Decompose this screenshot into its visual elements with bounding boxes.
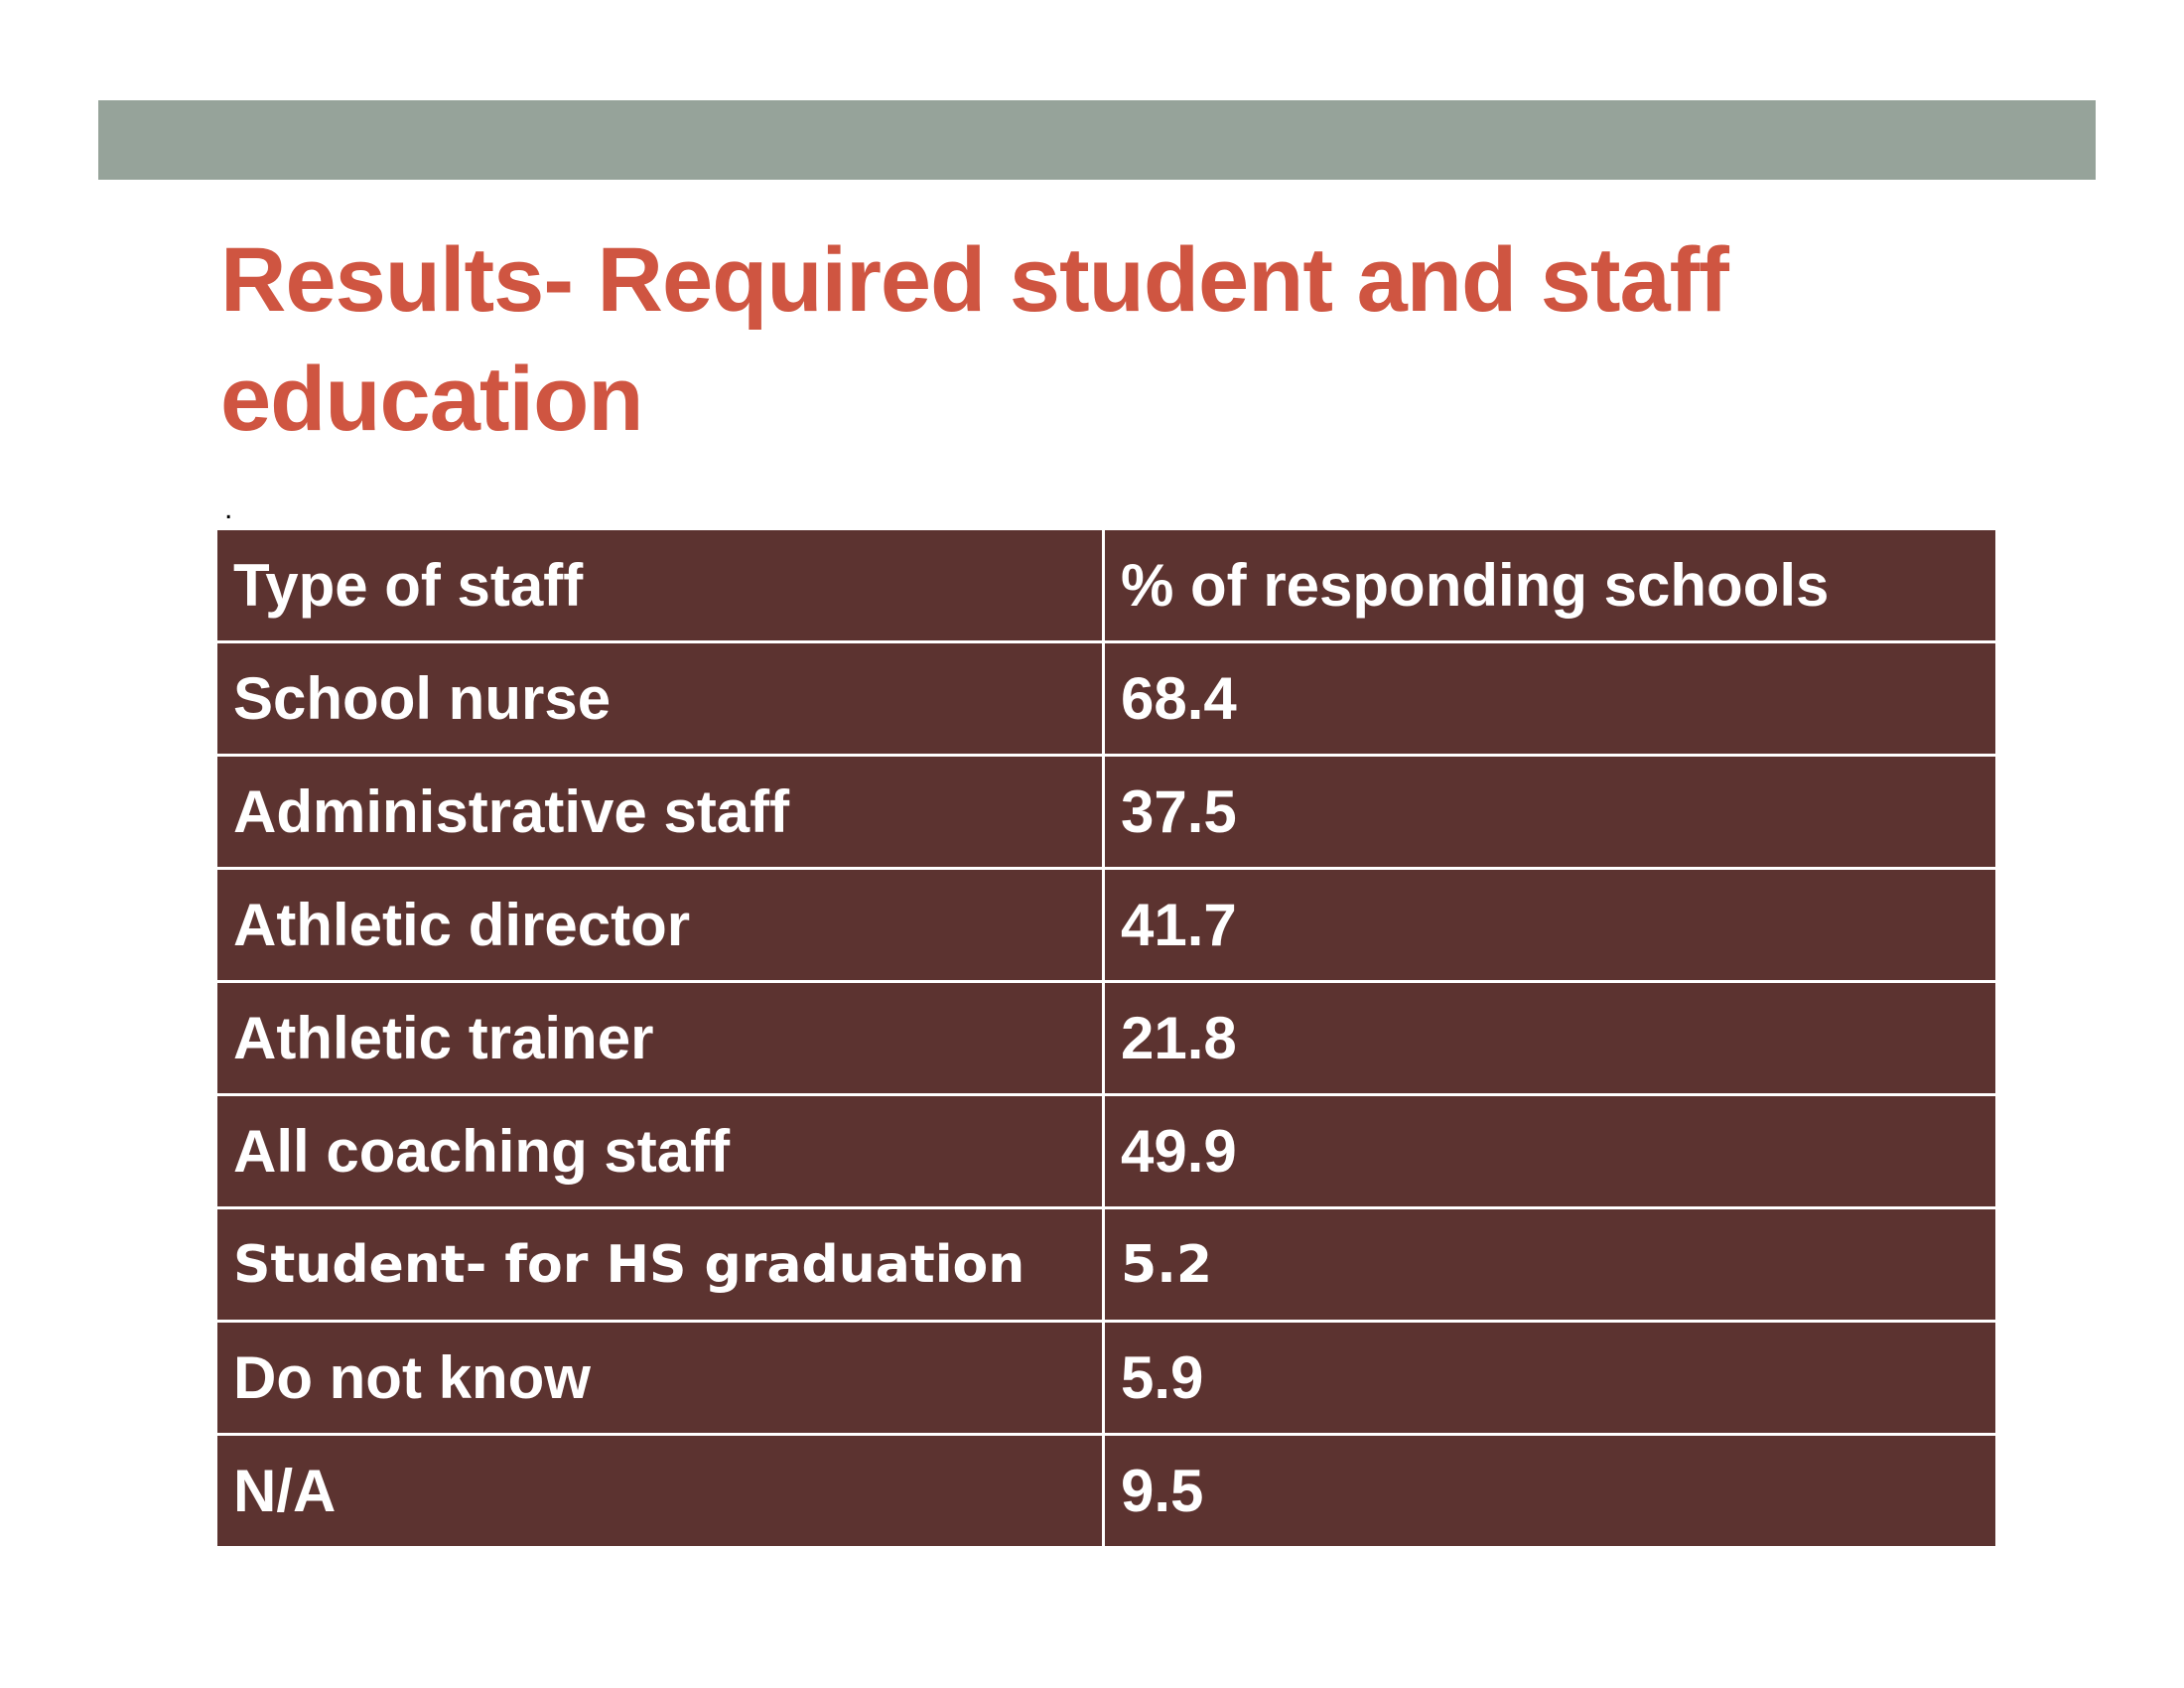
table-row	[217, 642, 1995, 756]
percent-cell: 5.2	[1104, 1208, 1996, 1322]
header-type-of-staff: Type of staff	[217, 530, 1104, 642]
staff-type-cell: Do not know	[217, 1322, 1104, 1435]
staff-type-cell: All coaching staff	[217, 1095, 1104, 1208]
percent-cell: 49.9	[1104, 1095, 1996, 1208]
percent-cell: 68.4	[1104, 642, 1996, 756]
staff-type-cell: Athletic director	[217, 869, 1104, 982]
table-header-row	[217, 530, 1995, 642]
slide-title: Results- Required student and staff education	[220, 229, 1728, 450]
staff-type-cell: Administrative staff	[217, 756, 1104, 869]
percent-cell: 5.9	[1104, 1322, 1996, 1435]
staff-type-cell: Athletic trainer	[217, 982, 1104, 1095]
table-row	[217, 1095, 1995, 1208]
table-row	[217, 1322, 1995, 1435]
header-percent-schools: % of responding schools	[1104, 530, 1996, 642]
percent-cell: 41.7	[1104, 869, 1996, 982]
staff-education-table	[217, 530, 1995, 1546]
staff-type-cell: School nurse	[217, 642, 1104, 756]
table-row	[217, 869, 1995, 982]
top-decorative-bar	[98, 100, 2096, 180]
table-row	[217, 1435, 1995, 1547]
staff-type-cell: Student- for HS graduation	[217, 1208, 1104, 1322]
percent-cell: 37.5	[1104, 756, 1996, 869]
stray-mark: .	[224, 492, 233, 525]
table-row	[217, 1208, 1995, 1322]
percent-cell: 9.5	[1104, 1435, 1996, 1547]
table-row	[217, 982, 1995, 1095]
staff-type-cell: N/A	[217, 1435, 1104, 1547]
table-row	[217, 756, 1995, 869]
percent-cell: 21.8	[1104, 982, 1996, 1095]
